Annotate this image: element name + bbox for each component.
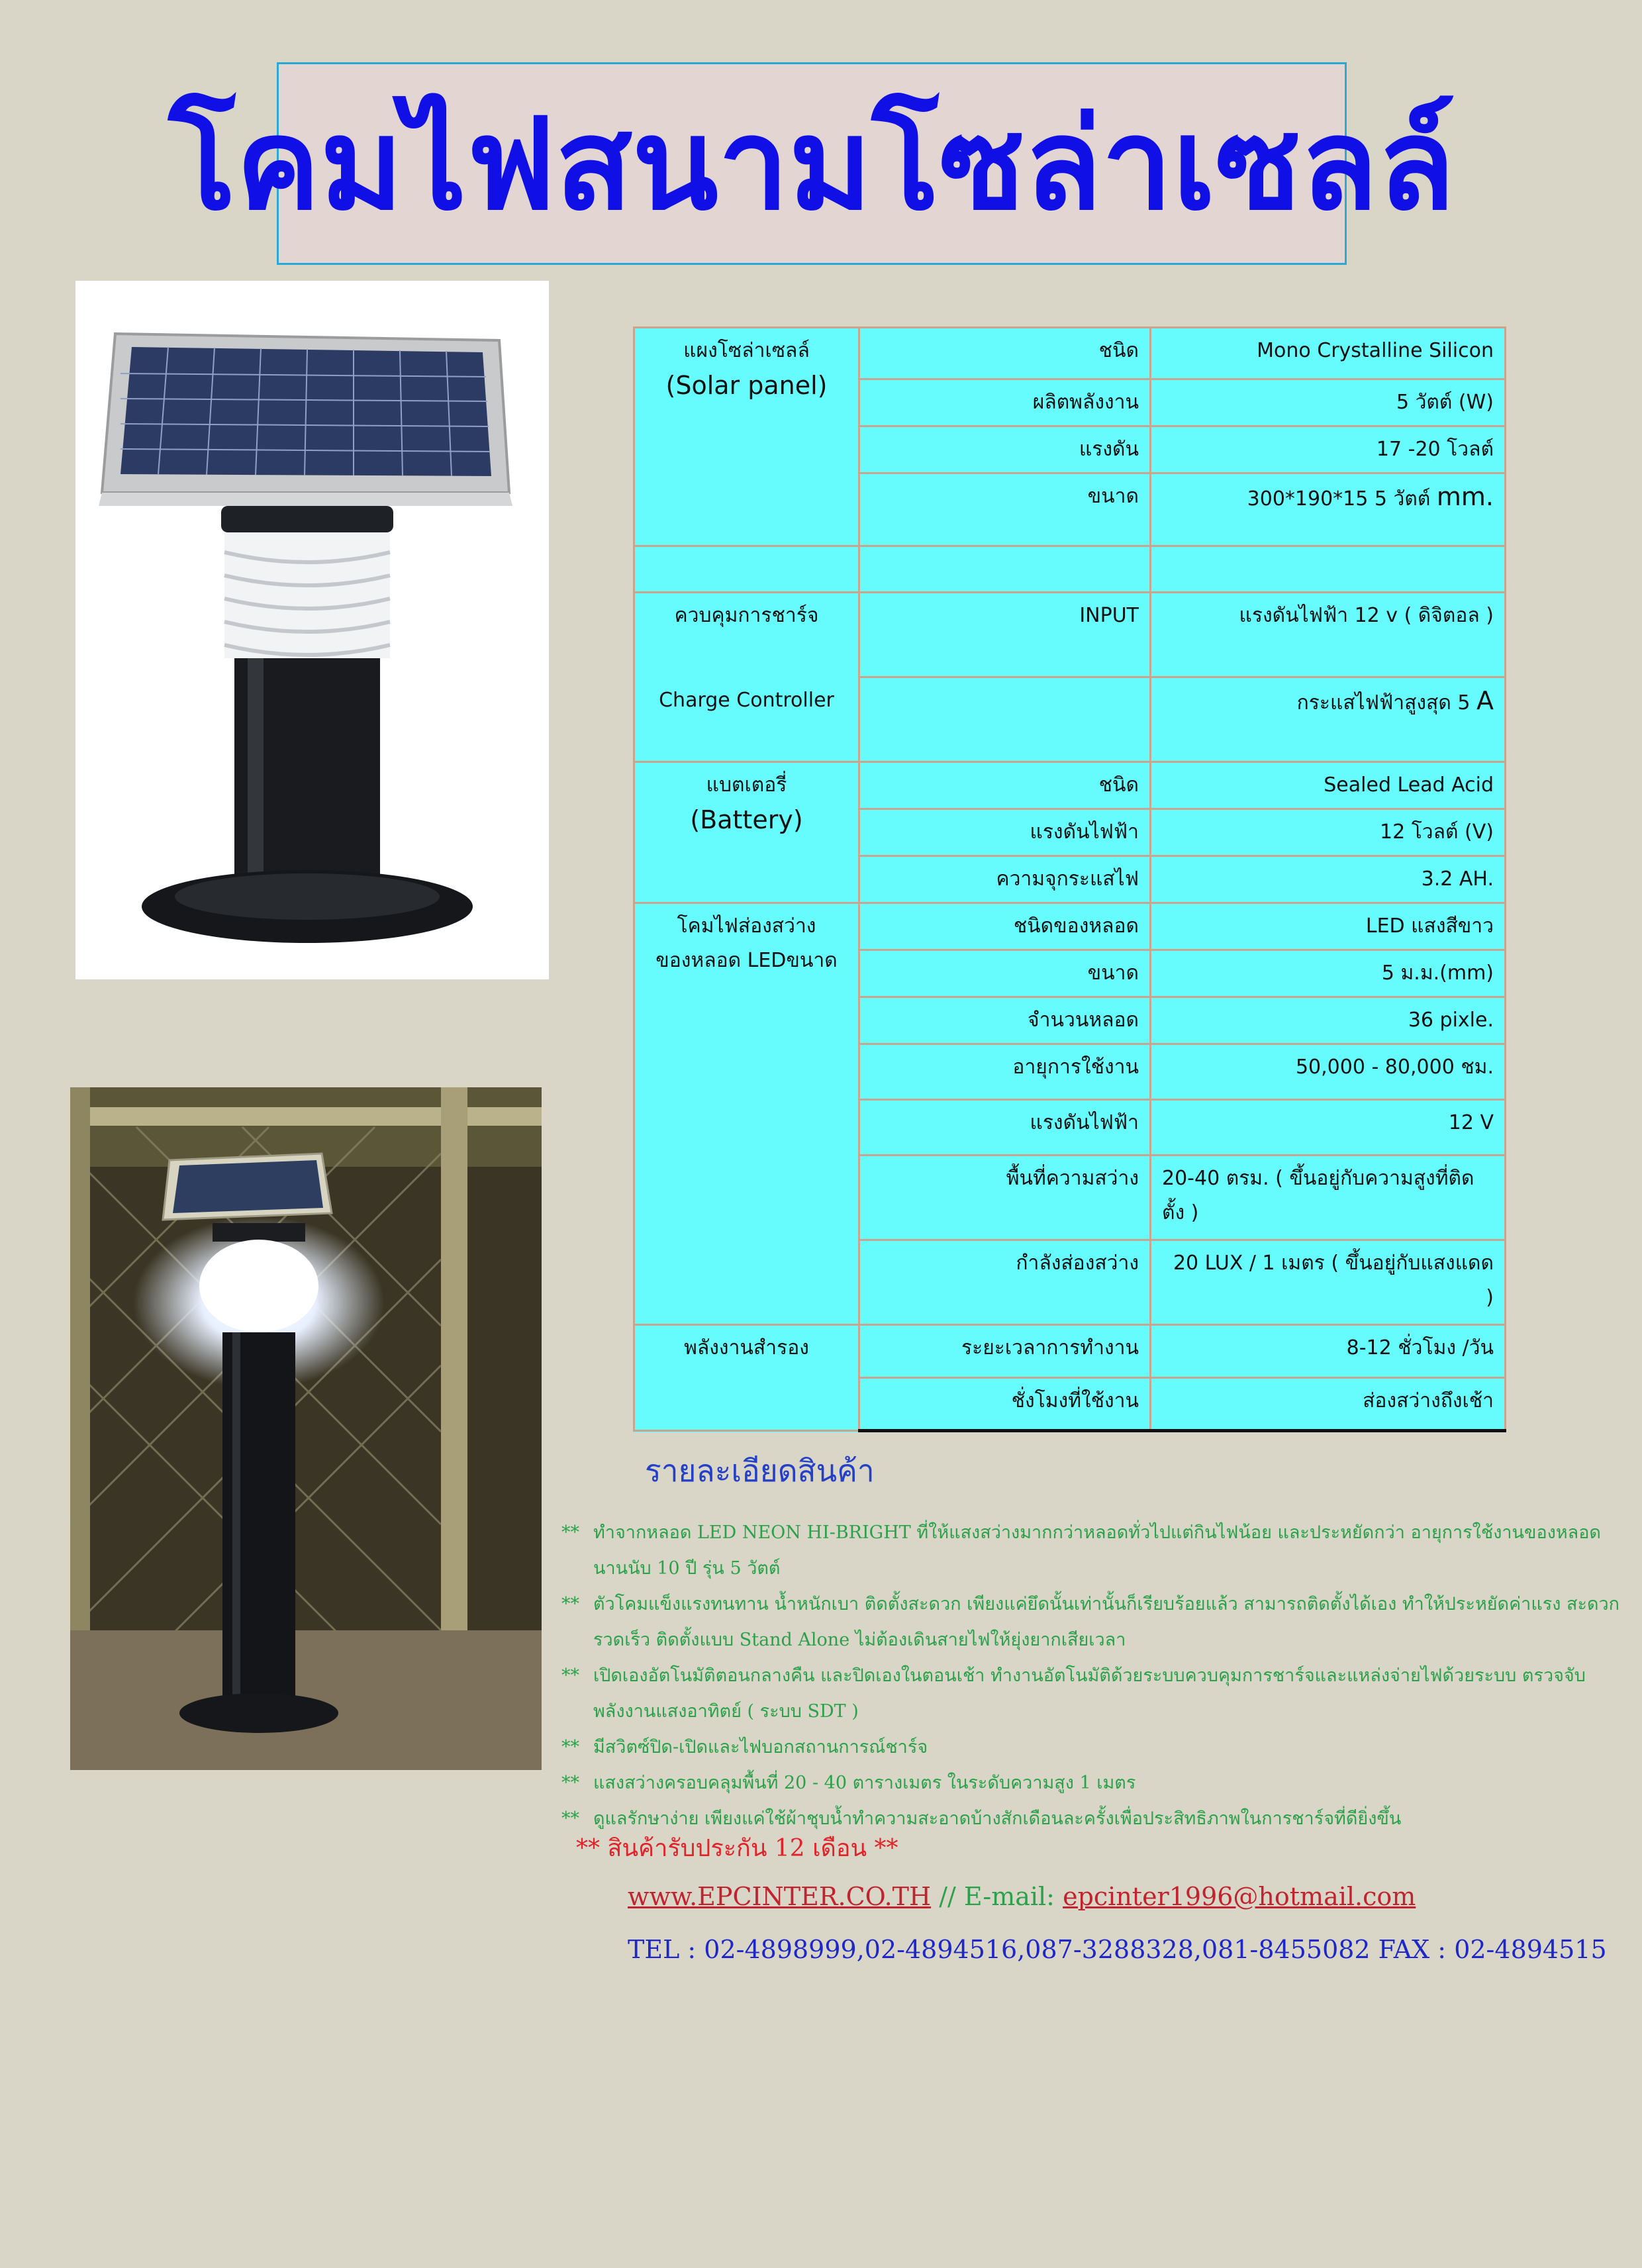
spec-label: ระยะเวลาการทำงาน	[859, 1325, 1151, 1378]
spec-label: ชนิด	[859, 762, 1151, 809]
spec-label: แรงดันไฟฟ้า	[859, 809, 1151, 856]
spec-label: แรงดัน	[859, 426, 1151, 473]
spec-empty-cell	[634, 546, 859, 593]
spec-value: แรงดันไฟฟ้า 12 v ( ดิจิตอล )	[1151, 593, 1506, 677]
bullet-marker: **	[561, 1737, 579, 1757]
spec-value: 20-40 ตรม. ( ขึ้นอยู่กับความสูงที่ติดตั้ง )	[1151, 1156, 1506, 1240]
category-label-en: (Battery)	[690, 805, 803, 834]
list-item	[561, 1730, 1621, 1765]
phone-fax-line: TEL : 02-4898999,02-4894516,087-3288328,081-8455082 FAX : 02-4894515	[628, 1935, 1607, 1964]
spec-value: 5 วัตต์ (W)	[1151, 379, 1506, 426]
details-list	[561, 1515, 1621, 1837]
spec-label: ความจุกระแสไฟ	[859, 856, 1151, 903]
spec-value: ส่องสว่างถึงเช้า	[1151, 1378, 1506, 1431]
contact-separator: // E-mail:	[931, 1882, 1063, 1911]
spec-value: Sealed Lead Acid	[1151, 762, 1506, 809]
page-title: โคมไฟสนามโซล่าเซลล์	[168, 91, 1455, 238]
list-item	[561, 1658, 1621, 1730]
list-item-text: ตัวโคมแข็งแรงทนทาน น้ำหนักเบา ติดตั้งสะดวก เพียงแค่ยึดนั้นเท่านั้นก็เรียบร้อยแล้ว สามารถติดตั้งได้เอง ทำให้ประหยัดค่าแรง สะดวก รวดเร็ว ติดตั้งแบบ Stand Alone ไม่ต้องเดินสายไฟให้ยุ่งยากเสียเวลา	[593, 1594, 1620, 1650]
category-label: แผงโซล่าเซลล์	[683, 339, 810, 362]
list-item-text: ทำจากหลอด LED NEON HI-BRIGHT ที่ให้แสงสว่างมากกว่าหลอดทั่วไปแต่กินไฟน้อย และประหยัดกว่า อายุการใช้งานของหลอด นานนับ 10 ปี รุ่น 5 วัตต์	[593, 1522, 1601, 1579]
spec-label: ขนาด	[859, 950, 1151, 997]
warranty-note: ** สินค้ารับประกัน 12 เดือน **	[576, 1835, 898, 1862]
category-label-en: (Solar panel)	[665, 371, 828, 400]
category-label-2: ของหลอด LEDขนาด	[655, 949, 838, 972]
spec-label: ผลิตพลังงาน	[859, 379, 1151, 426]
spec-value-unit: mm.	[1436, 482, 1494, 511]
list-item	[561, 1765, 1621, 1801]
spec-value: Mono Crystalline Silicon	[1151, 328, 1506, 379]
bullet-marker: **	[561, 1773, 579, 1793]
spec-value-size: 300*190*15 5 วัตต์	[1247, 487, 1431, 511]
spec-value: 17 -20 โวลต์	[1151, 426, 1506, 473]
list-item	[561, 1587, 1621, 1658]
spec-value-current: กระแสไฟฟ้าสูงสุด 5	[1296, 691, 1471, 715]
bullet-marker: **	[561, 1808, 579, 1829]
spec-label: พื้นที่ความสว่าง	[859, 1156, 1151, 1240]
website-link[interactable]: www.EPCINTER.CO.TH	[628, 1882, 932, 1911]
spec-value-unit: A	[1476, 686, 1494, 715]
contact-line	[628, 1882, 1416, 1911]
spec-value	[1151, 677, 1506, 762]
bullet-marker: **	[561, 1594, 579, 1614]
spec-empty-cell	[1151, 546, 1506, 593]
list-item-text: มีสวิตซ์ปิด-เปิดและไฟบอกสถานการณ์ชาร์จ	[593, 1737, 928, 1757]
bullet-marker: **	[561, 1665, 579, 1686]
spec-empty-cell	[634, 1378, 859, 1431]
product-photo-night	[70, 1087, 542, 1770]
spec-label: จำนวนหลอด	[859, 997, 1151, 1044]
spec-empty-cell	[859, 546, 1151, 593]
bullet-marker: **	[561, 1522, 579, 1543]
spec-label: ชนิดของหลอด	[859, 903, 1151, 950]
list-item-text: แสงสว่างครอบคลุมพื้นที่ 20 - 40 ตารางเมตร ในระดับความสูง 1 เมตร	[593, 1773, 1136, 1793]
category-label: แบตเตอรี่	[706, 773, 787, 797]
spec-label: ขนาด	[859, 473, 1151, 546]
spec-value: 36 pixle.	[1151, 997, 1506, 1044]
spec-value: 8-12 ชั่วโมง /วัน	[1151, 1325, 1506, 1378]
spec-category-solar	[634, 328, 859, 546]
spec-category-battery	[634, 762, 859, 903]
category-label-en: Charge Controller	[634, 677, 859, 762]
list-item-text: เปิดเองอัตโนมัติตอนกลางคืน และปิดเองในตอนเช้า ทำงานอัตโนมัติด้วยระบบควบคุมการชาร์จและแหล่งจ่ายไฟด้วยระบบ ตรวจจับพลังงานแสงอาทิตย์ ( ระบบ SDT )	[593, 1665, 1586, 1722]
spec-value: 20 LUX / 1 เมตร ( ขึ้นอยู่กับแสงแดด )	[1151, 1240, 1506, 1325]
spec-value: 3.2 AH.	[1151, 856, 1506, 903]
spec-value: 12 โวลต์ (V)	[1151, 809, 1506, 856]
spec-label: INPUT	[859, 593, 1151, 677]
spec-value	[1151, 473, 1506, 546]
spec-value: LED แสงสีขาว	[1151, 903, 1506, 950]
spec-label: ชั่งโมงที่ใช้งาน	[859, 1378, 1151, 1431]
category-label: พลังงานสำรอง	[684, 1336, 809, 1359]
spec-value: 5 ม.ม.(mm)	[1151, 950, 1506, 997]
product-photo-daylight	[75, 281, 549, 979]
spec-category-controller	[634, 593, 859, 677]
list-item-text: ดูแลรักษาง่าย เพียงแค่ใช้ผ้าชุบน้ำทำความสะอาดบ้างสักเดือนละครั้งเพื่อประสิทธิภาพในการชาร์จที่ดียิ่งขึ้น	[593, 1808, 1402, 1829]
details-heading: รายละเอียดสินค้า	[645, 1453, 875, 1489]
list-item	[561, 1515, 1621, 1587]
spec-table	[633, 326, 1506, 1432]
spec-label: ชนิด	[859, 328, 1151, 379]
category-label: โคมไฟส่องสว่าง	[677, 914, 816, 938]
spec-category-backup	[634, 1325, 859, 1378]
spec-label: กำลังส่องสว่าง	[859, 1240, 1151, 1325]
spec-value: 50,000 - 80,000 ชม.	[1151, 1044, 1506, 1100]
title-box	[168, 62, 1455, 265]
category-label: ควบคุมการชาร์จ	[674, 604, 819, 627]
spec-value: 12 V	[1151, 1100, 1506, 1156]
email-link[interactable]: epcinter1996@hotmail.com	[1063, 1882, 1416, 1911]
spec-empty-cell	[859, 677, 1151, 762]
spec-label: อายุการใช้งาน	[859, 1044, 1151, 1100]
product-details	[561, 1447, 1621, 1837]
spec-category-lamp	[634, 903, 859, 1325]
spec-label: แรงดันไฟฟ้า	[859, 1100, 1151, 1156]
